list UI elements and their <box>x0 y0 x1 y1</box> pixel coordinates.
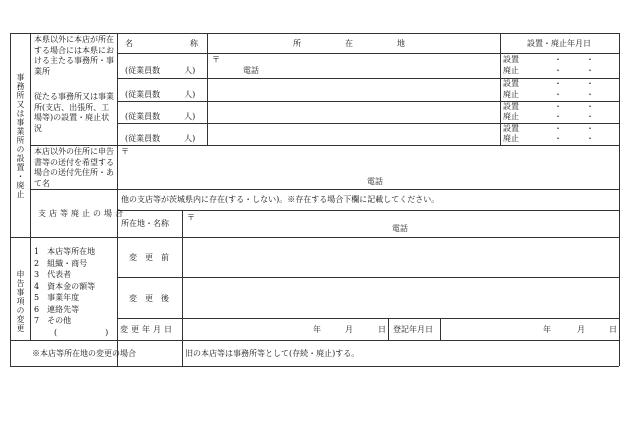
after-change-label: 変 更 後 <box>129 294 169 303</box>
change-item: 3 代表者 <box>34 270 72 279</box>
setup-date-dots: ・ ・ <box>554 102 594 111</box>
register-month: 月 <box>577 325 585 334</box>
register-year: 年 <box>543 325 551 334</box>
employees-count: (従業員数 人) <box>125 134 196 143</box>
header-setup-abolish-date: 設置・廃止年月日 <box>527 39 591 48</box>
footer-note-label: ※本店等所在地の変更の場合 <box>32 349 136 358</box>
header-name: 名 称 <box>125 39 203 48</box>
change-date-label: 変更年月日 <box>120 325 175 334</box>
employees-count: (従業員数 人) <box>125 112 196 121</box>
branch-abolish-label: 支店等廃止の場合 <box>38 209 126 218</box>
phone-label: 電話 <box>392 224 408 233</box>
postal-mark: 〒 <box>212 55 220 64</box>
change-item: 7 その他 <box>34 316 72 325</box>
location-name-label: 所在地・名称 <box>121 219 169 228</box>
notification-form <box>10 33 619 366</box>
change-day: 日 <box>378 325 386 334</box>
register-day: 日 <box>609 325 617 334</box>
change-item: 4 資本金の額等 <box>34 281 96 291</box>
change-item: 5 事業年度 <box>34 293 80 302</box>
employees-count: (従業員数 人) <box>125 66 196 75</box>
change-item: 6 連絡先等 <box>34 304 80 314</box>
setup-label: 設置 <box>503 55 519 64</box>
setup-label: 設置 <box>503 102 519 111</box>
change-item: 1 本店等所在地 <box>34 247 96 256</box>
change-month: 月 <box>345 325 353 334</box>
phone-label: 電話 <box>243 66 259 75</box>
main-office-description: 本県以外に本店が所在する場合には本県における主たる事務所・事業所 <box>34 35 114 76</box>
change-items-list <box>34 246 108 338</box>
branch-office-description: 従たる事務所又は事業所(支店、出張所、工場等)の設置・廃止状況 <box>34 92 114 133</box>
setup-label: 設置 <box>503 124 519 133</box>
postal-mark: 〒 <box>187 213 195 222</box>
footer-note-text: 旧の本店等は事務所等として(存続・廃止)する。 <box>185 349 360 358</box>
abolish-date-dots: ・ ・ <box>554 134 594 143</box>
abolish-date-dots: ・ ・ <box>554 90 594 99</box>
abolish-label: 廃止 <box>503 112 519 121</box>
abolish-label: 廃止 <box>503 134 519 143</box>
setup-date-dots: ・ ・ <box>554 124 594 133</box>
other-parenthesis: ( ) <box>54 327 109 337</box>
employees-count: (従業員数 人) <box>125 90 196 99</box>
branch-abolish-text: 他の支店等が茨城県内に存在(する・しない)。※存在する場合下欄に記載してください。 <box>121 195 440 204</box>
section2-title: 申告事項の変更 <box>16 270 25 333</box>
setup-date-dots: ・ ・ <box>554 79 594 88</box>
abolish-label: 廃止 <box>503 90 519 99</box>
abolish-date-dots: ・ ・ <box>554 66 594 75</box>
abolish-label: 廃止 <box>503 66 519 75</box>
abolish-date-dots: ・ ・ <box>554 112 594 121</box>
change-item: 2 組織・商号 <box>34 258 88 268</box>
section1-title: 事務所又は事業所の設置・廃止 <box>16 73 25 199</box>
register-date-label: 登記年月日 <box>393 325 433 334</box>
phone-label: 電話 <box>367 177 383 186</box>
setup-label: 設置 <box>503 79 519 88</box>
setup-date-dots: ・ ・ <box>554 55 594 64</box>
mailing-address-description: 本店以外の住所に申告書等の送付を希望する場合の送付先住所・あて名 <box>34 147 114 188</box>
header-address: 所 在 地 <box>293 39 410 48</box>
postal-mark: 〒 <box>121 147 129 156</box>
change-year: 年 <box>313 325 321 334</box>
before-change-label: 変 更 前 <box>129 253 169 262</box>
